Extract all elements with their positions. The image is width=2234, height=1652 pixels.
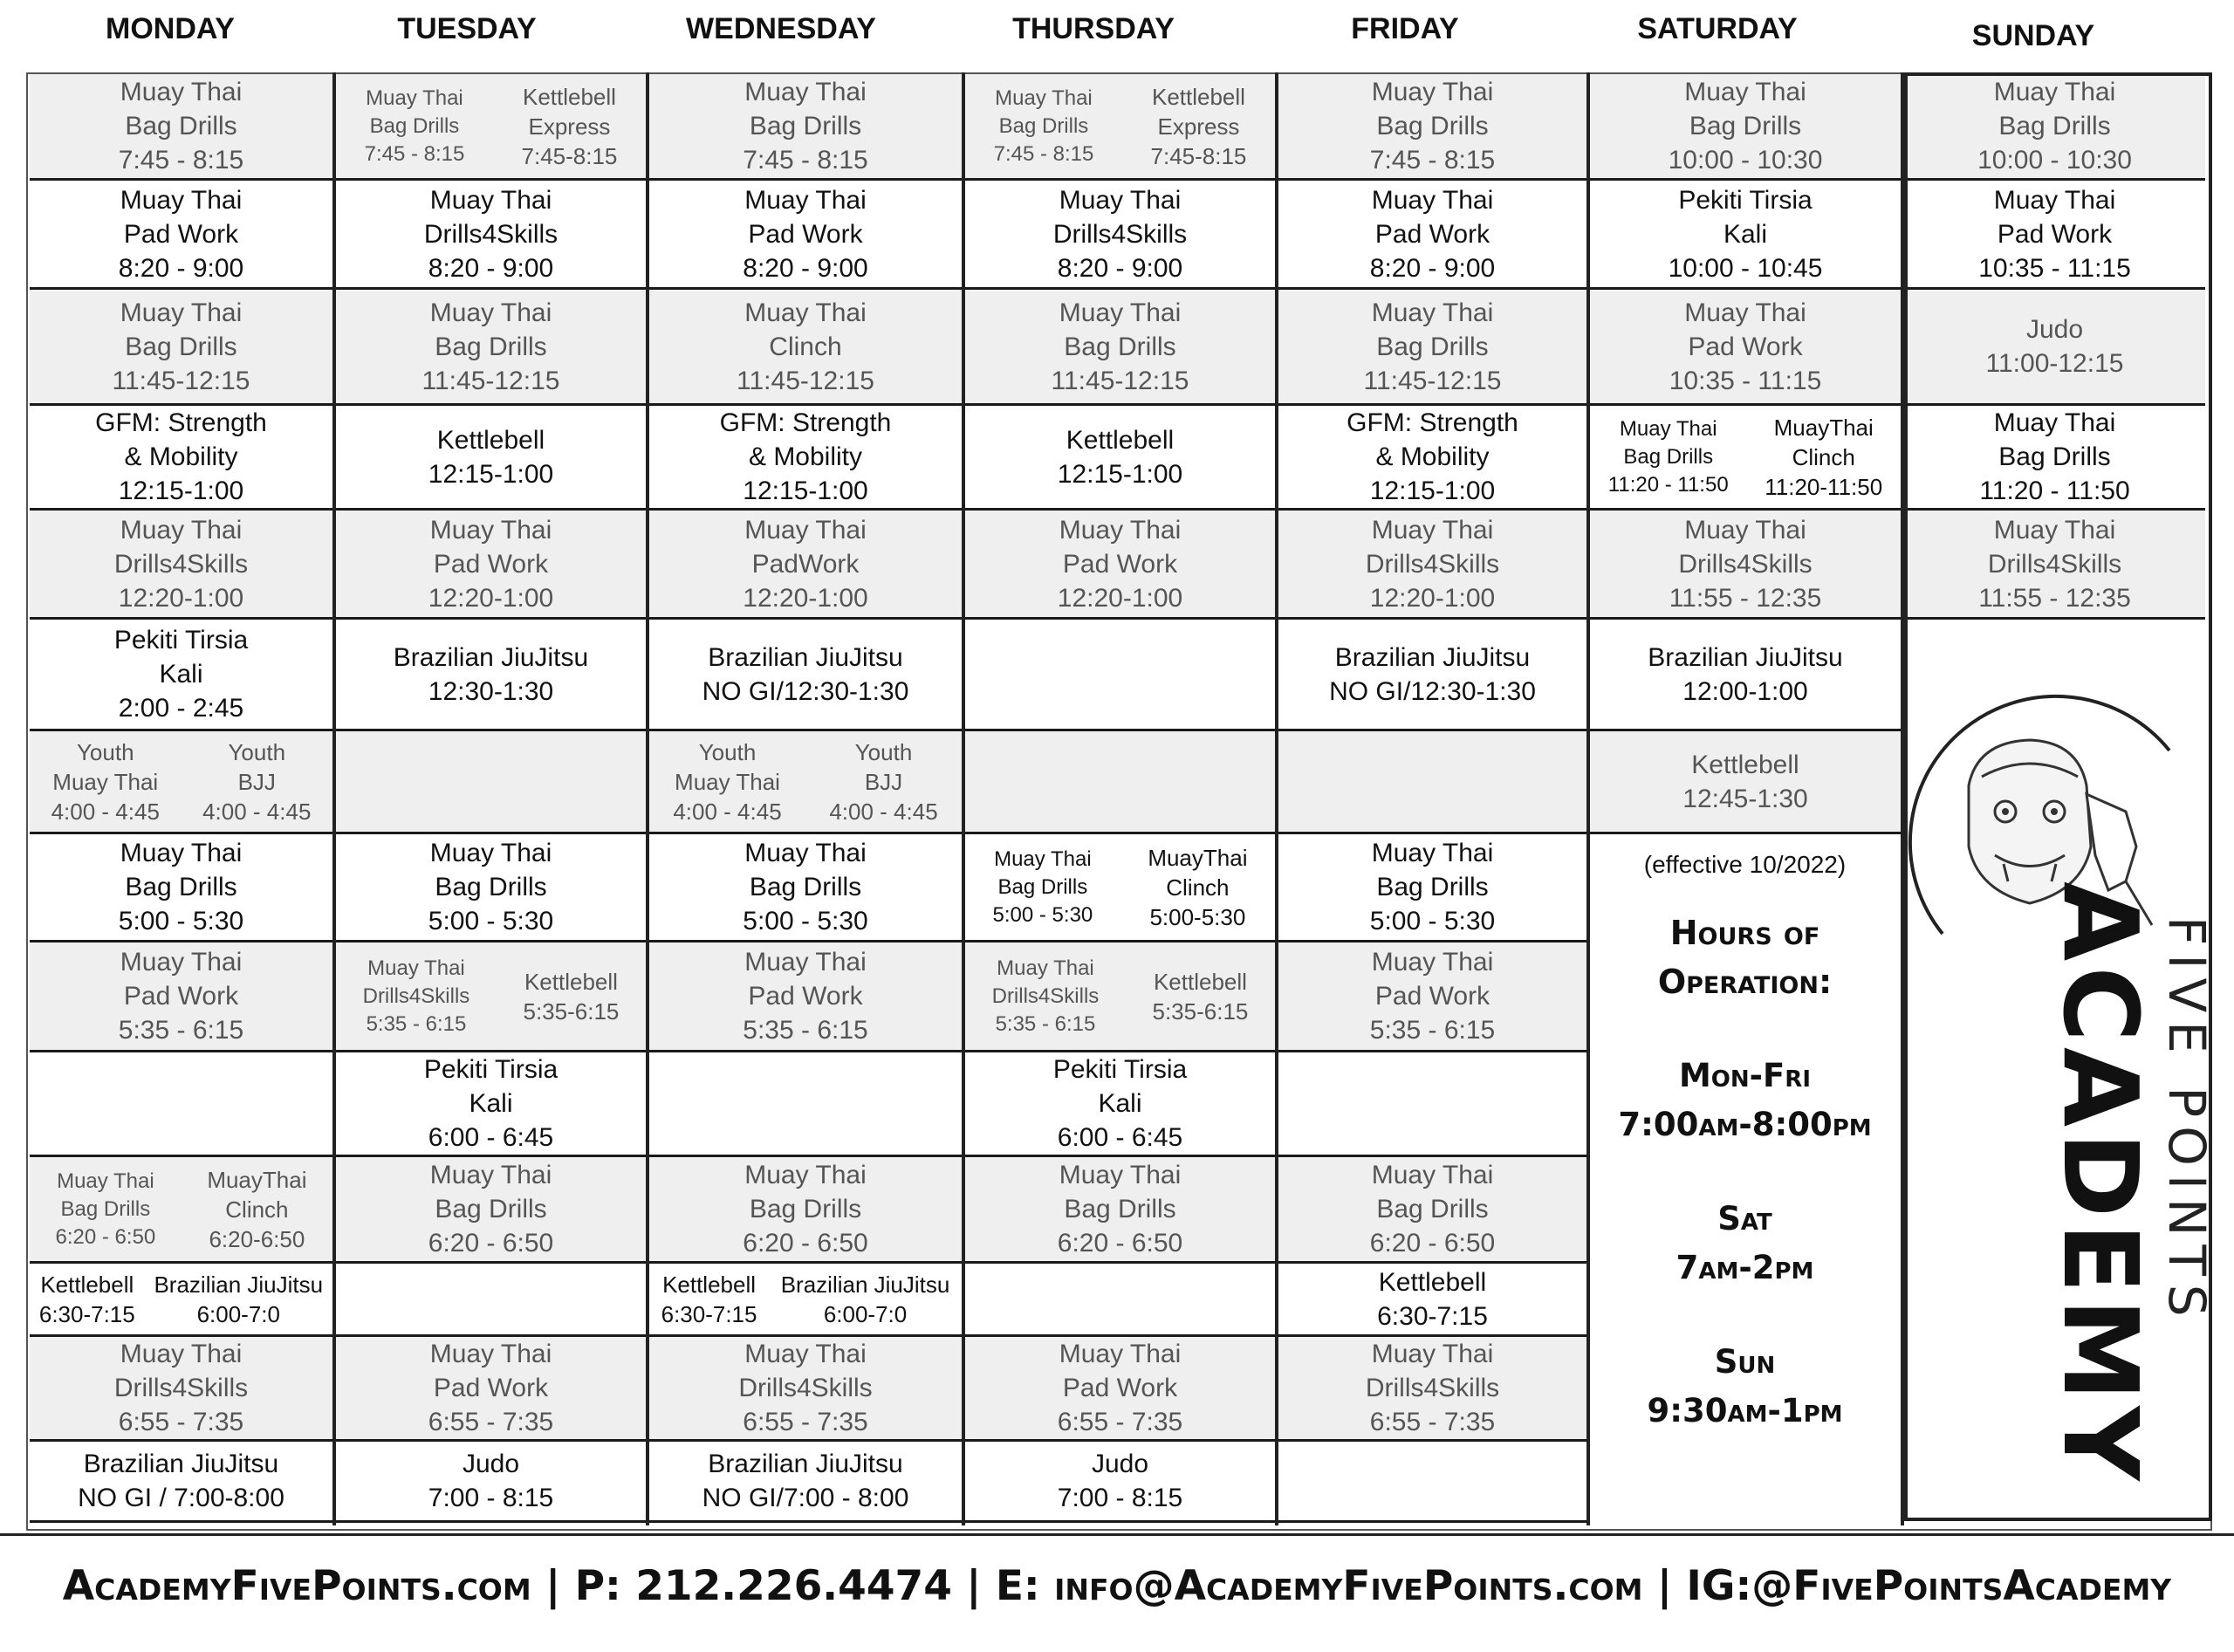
logo-academy: ACADEMY [2040,881,2161,1486]
class-slot [965,406,1275,511]
class-entry: Muay Thai Drills4Skills 6:55 - 7:35 [1365,1340,1500,1436]
class-entry: Muay Thai Bag Drills 7:45 - 8:15 [993,86,1094,166]
class-slot [1278,1337,1586,1442]
class-entry: Muay Thai Bag Drills 6:20 - 6:50 [743,1161,868,1258]
class-slot [30,1337,332,1442]
class-entry: Pekiti Tirsia Kali 2:00 - 2:45 [113,626,249,723]
class-slot [30,1264,332,1337]
class-slot [336,1337,646,1442]
effective-date: (effective 10/2022) [1643,851,1847,878]
class-entry: Muay Thai Bag Drills 7:45 - 8:15 [118,78,244,175]
class-slot [1590,620,1901,731]
class-entry: Muay Thai Pad Work 8:20 - 9:00 [1369,185,1496,283]
class-slot [1278,74,1586,181]
class-entry: Judo 11:00-12:15 [1985,315,2124,378]
class-slot [1590,290,1901,406]
class-entry: Muay Thai Bag Drills 10:00 - 10:30 [1977,78,2132,175]
class-entry: Muay Thai Bag Drills 6:20 - 6:50 [1057,1161,1183,1258]
class-entry: Muay Thai Pad Work 8:20 - 9:00 [118,185,244,283]
class-entry: Brazilian JiuJitsu NO GI/7:00 - 8:00 [702,1450,909,1512]
class-slot [336,1264,646,1337]
class-slot [965,943,1275,1052]
class-slot [649,406,962,511]
class-entry: Muay Thai Bag Drills 10:00 - 10:30 [1668,78,1823,175]
class-entry: Muay Thai Pad Work 8:20 - 9:00 [743,185,868,283]
class-entry: MuayThai Clinch 6:20-6:50 [207,1166,307,1252]
class-slot [649,1264,962,1337]
class-slot [1590,181,1901,290]
hours-sat-time: 7am-2pm [1676,1249,1814,1286]
class-slot [649,1052,962,1157]
class-slot [336,406,646,511]
class-slot [965,1264,1275,1337]
class-slot [649,620,962,731]
class-slot [30,74,332,181]
class-entry: Muay Thai Pad Work 6:55 - 7:35 [1057,1340,1183,1436]
class-entry: GFM: Strength & Mobility 12:15-1:00 [1347,408,1518,505]
class-entry: Brazilian JiuJitsu 12:00-1:00 [1648,642,1843,706]
day-header [0,0,2234,72]
class-slot [336,1157,646,1264]
class-entry: Brazilian JiuJitsu NO GI / 7:00-8:00 [78,1450,284,1512]
class-slot [1278,406,1586,511]
class-slot [965,511,1275,620]
class-entry: Muay Thai Drills4Skills 6:55 - 7:35 [113,1340,249,1436]
class-entry: Judo 7:00 - 8:15 [1057,1450,1183,1512]
class-slot [30,406,332,511]
class-slot [30,181,332,290]
class-entry: Muay Thai Bag Drills 11:20 - 11:50 [1979,408,2130,505]
class-entry: Muay Thai Drills4Skills 12:20-1:00 [1365,515,1500,613]
class-slot [649,181,962,290]
class-entry: Pekiti Tirsia Kali 6:00 - 6:45 [1052,1055,1188,1152]
hours-monfri-label: Mon-Fri [1678,1057,1811,1094]
class-entry: Kettlebell 6:30-7:15 [38,1271,135,1327]
column-divider [962,72,965,1525]
hours-sun-label: Sun [1714,1343,1776,1381]
hours-title-line2: Operation: [1657,963,1833,1001]
class-slot [649,290,962,406]
class-slot [965,1337,1275,1442]
class-entry: Kettlebell 6:30-7:15 [661,1271,757,1327]
class-entry: Kettlebell 6:30-7:15 [1377,1267,1488,1331]
class-entry: Muay Thai Bag Drills 7:45 - 8:15 [364,86,465,166]
class-slot [30,511,332,620]
class-slot [1278,834,1586,943]
class-slot [649,834,962,943]
day-header-wednesday: WEDNESDAY [686,12,876,45]
class-slot [1278,1264,1586,1337]
class-entry: Muay Thai Bag Drills 11:20 - 11:50 [1607,416,1729,497]
class-slot [1278,1442,1586,1523]
class-slot [649,1157,962,1264]
day-header-monday: MONDAY [106,12,235,45]
class-entry: Muay Thai Drills4Skills 5:35 - 6:15 [362,956,470,1036]
class-slot [965,1442,1275,1523]
class-entry: Kettlebell 12:15-1:00 [1057,425,1183,489]
class-slot [649,943,962,1052]
class-slot [336,731,646,834]
class-slot [1590,511,1901,620]
hours-sun [1590,1338,1900,1436]
class-entry: Kettlebell Express 7:45-8:15 [521,83,618,169]
class-slot [336,1052,646,1157]
class-entry: Muay Thai Pad Work 12:20-1:00 [1057,515,1183,613]
class-entry: Muay Thai Bag Drills 7:45 - 8:15 [1369,78,1496,175]
class-entry: Brazilian JiuJitsu 6:00-7:0 [154,1271,324,1327]
class-slot [1590,74,1901,181]
class-slot [30,1442,332,1523]
class-entry: Muay Thai Clinch 11:45-12:15 [737,298,874,395]
class-slot [30,943,332,1052]
class-entry: Muay Thai Bag Drills 6:20 - 6:50 [428,1161,554,1258]
hours-sun-time: 9:30am-1pm [1647,1392,1843,1429]
class-slot [336,290,646,406]
class-entry: Muay Thai Drills4Skills 5:35 - 6:15 [991,956,1100,1036]
class-entry: GFM: Strength & Mobility 12:15-1:00 [719,408,892,505]
class-entry: Muay Thai Bag Drills 5:00 - 5:30 [428,839,554,936]
class-slot [30,731,332,834]
hours-monfri [1590,1052,1900,1149]
class-entry: Muay Thai Drills4Skills 11:55 - 12:35 [1669,515,1822,613]
class-slot [1590,406,1901,511]
class-entry: Youth BJJ 4:00 - 4:45 [202,738,312,825]
class-entry: Muay Thai Pad Work 5:35 - 6:15 [1369,948,1496,1045]
hours-sat [1590,1195,1900,1292]
class-slot [336,511,646,620]
hours-of-operation-panel [1590,832,1900,1521]
class-entry: MuayThai Clinch 5:00-5:30 [1148,844,1248,930]
class-entry: Muay Thai Bag Drills 5:00 - 5:30 [743,839,868,936]
class-slot [649,1442,962,1523]
class-entry: Kettlebell 5:35-6:15 [523,968,620,1025]
class-entry: Brazilian JiuJitsu NO GI/12:30-1:30 [1329,642,1536,706]
class-entry: Muay Thai Drills4Skills 11:55 - 12:35 [1978,515,2131,613]
class-entry: Muay Thai Drills4Skills 8:20 - 9:00 [1052,185,1188,283]
class-slot [336,1442,646,1523]
class-slot [1278,943,1586,1052]
class-entry: Muay Thai Bag Drills 5:00 - 5:30 [1369,839,1496,936]
class-entry: Muay Thai Bag Drills 5:00 - 5:30 [118,839,244,936]
class-entry: Muay Thai Pad Work 10:35 - 11:15 [1978,185,2131,283]
hours-monfri-time: 7:00am-8:00pm [1618,1106,1872,1143]
hours-title-line1: Hours of [1669,914,1820,952]
class-entry: Kettlebell 12:45-1:30 [1682,750,1808,813]
class-entry: Youth Muay Thai 4:00 - 4:45 [51,738,160,825]
class-slot [1278,731,1586,834]
class-entry: Muay Thai Pad Work 6:55 - 7:35 [428,1340,554,1436]
class-slot [336,834,646,943]
class-entry: Muay Thai Bag Drills 11:45-12:15 [1363,298,1502,395]
pen-nib-icon [2087,794,2136,890]
class-entry: Muay Thai Pad Work 5:35 - 6:15 [118,948,244,1045]
class-entry: Muay Thai PadWork 12:20-1:00 [743,515,868,613]
day-header-friday: FRIDAY [1351,12,1459,45]
footer-rule [0,1533,2234,1536]
class-entry: Muay Thai Bag Drills 11:45-12:15 [112,298,250,395]
hours-sat-label: Sat [1717,1200,1772,1237]
class-entry: Brazilian JiuJitsu 6:00-7:0 [780,1271,950,1327]
class-slot [965,1052,1275,1157]
class-slot [30,834,332,943]
class-slot [1278,1052,1586,1157]
class-slot [1278,620,1586,731]
class-entry: Brazilian JiuJitsu NO GI/12:30-1:30 [702,642,909,706]
class-entry: Judo 7:00 - 8:15 [428,1450,554,1512]
class-entry: Muay Thai Bag Drills 11:45-12:15 [1051,298,1189,395]
class-entry: GFM: Strength & Mobility 12:15-1:00 [95,408,267,505]
class-slot [1278,290,1586,406]
class-slot [1278,181,1586,290]
day-header-tuesday: TUESDAY [397,12,537,45]
class-slot [965,1157,1275,1264]
day-header-thursday: THURSDAY [1012,12,1175,45]
class-slot [649,1337,962,1442]
class-entry: Muay Thai Bag Drills 6:20 - 6:50 [1369,1161,1496,1258]
class-slot [965,731,1275,834]
class-entry: MuayThai Clinch 11:20-11:50 [1765,414,1883,500]
class-entry: Pekiti Tirsia Kali 6:00 - 6:45 [423,1055,558,1152]
class-slot [336,74,646,181]
day-header-saturday: SATURDAY [1637,12,1798,45]
class-entry: Muay Thai Drills4Skills 6:55 - 7:35 [738,1340,873,1436]
class-entry: Youth BJJ 4:00 - 4:45 [829,738,938,825]
class-slot [1278,1157,1586,1264]
class-entry: Muay Thai Bag Drills 5:00 - 5:30 [992,847,1093,927]
class-slot [336,181,646,290]
class-slot [30,620,332,731]
contact-footer: AcademyFivePoints.com | P: 212.226.4474 | E: info@AcademyFivePoints.com | IG:@FivePointsAcademy [62,1562,2172,1610]
class-slot [1590,731,1901,834]
class-entry: Kettlebell 5:35-6:15 [1152,968,1249,1025]
class-slot [965,620,1275,731]
class-slot [336,620,646,731]
logo-five-points: FIVE POINTS [2157,916,2217,1326]
class-entry: Muay Thai Bag Drills 11:45-12:15 [421,298,560,395]
hours-title [1590,908,1900,1006]
class-slot [30,1052,332,1157]
column-divider [1275,72,1278,1525]
class-entry: Muay Thai Pad Work 10:35 - 11:15 [1669,298,1822,395]
column-divider [646,72,649,1525]
academy-logo [1908,716,2217,1486]
column-divider [332,72,336,1525]
class-entry: Brazilian JiuJitsu 12:30-1:30 [393,642,589,706]
class-entry: Muay Thai Bag Drills 6:20 - 6:50 [55,1169,156,1249]
class-slot [30,290,332,406]
class-slot [965,290,1275,406]
class-entry: Muay Thai Pad Work 12:20-1:00 [428,515,554,613]
class-slot [649,74,962,181]
class-slot [965,834,1275,943]
class-entry: Youth Muay Thai 4:00 - 4:45 [673,738,782,825]
class-slot [336,943,646,1052]
class-entry: Kettlebell 12:15-1:00 [428,425,554,489]
class-slot [965,74,1275,181]
class-entry: Muay Thai Pad Work 5:35 - 6:15 [743,948,868,1045]
class-entry: Muay Thai Bag Drills 7:45 - 8:15 [743,78,868,175]
class-slot [30,1157,332,1264]
class-entry: Muay Thai Drills4Skills 12:20-1:00 [113,515,249,613]
day-header-sunday: SUNDAY [1971,19,2095,52]
class-slot [1278,511,1586,620]
class-entry: Pekiti Tirsia Kali 10:00 - 10:45 [1668,185,1823,283]
class-slot [965,181,1275,290]
class-slot [649,731,962,834]
academy-logo-graphic [1908,716,2217,1486]
class-entry: Muay Thai Drills4Skills 8:20 - 9:00 [423,185,558,283]
class-slot [649,511,962,620]
class-entry: Kettlebell Express 7:45-8:15 [1150,83,1247,169]
